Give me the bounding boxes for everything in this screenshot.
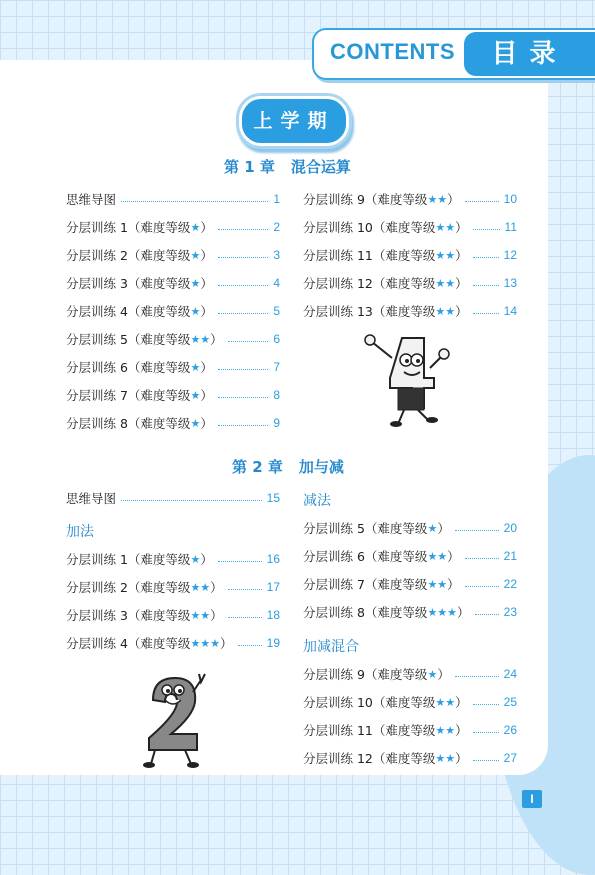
leader-dots <box>473 284 499 286</box>
difficulty-stars: ★★★ <box>190 636 221 650</box>
toc-entry-paren: ） <box>455 248 468 263</box>
leader-dots <box>228 588 262 590</box>
toc-entry-paren: ） <box>455 276 468 291</box>
leader-dots <box>465 200 499 202</box>
toc-entry-label: 分层训练 7（难度等级 <box>66 388 191 403</box>
toc-entry-paren: ） <box>200 220 213 235</box>
toc-entry-paren: ） <box>210 332 223 347</box>
toc-entry-paren: ） <box>455 304 468 319</box>
toc-entry-paren: ） <box>447 577 460 592</box>
toc-entry[interactable] <box>303 722 517 738</box>
difficulty-stars: ★★ <box>435 723 456 737</box>
toc-entry[interactable] <box>303 191 517 207</box>
toc-page-number: 2 <box>273 220 280 234</box>
toc-entry[interactable] <box>303 548 517 564</box>
toc-entry[interactable] <box>66 275 280 291</box>
toc-page-number: 18 <box>266 608 280 622</box>
chapter-1-title <box>224 156 351 177</box>
page-number: I <box>522 790 542 808</box>
difficulty-stars: ★★ <box>427 192 448 206</box>
leader-dots <box>228 340 269 342</box>
toc-entry[interactable] <box>303 219 517 235</box>
toc-page-number: 14 <box>503 304 517 318</box>
leader-dots <box>465 585 499 587</box>
chapter-2-title <box>232 456 344 477</box>
toc-entry[interactable] <box>66 219 280 235</box>
toc-entry-label: 分层训练 4（难度等级 <box>66 636 191 651</box>
leader-dots <box>218 256 268 258</box>
toc-entry-paren: ） <box>200 304 213 319</box>
toc-entry-label: 分层训练 8（难度等级 <box>66 416 191 431</box>
toc-entry-label: 分层训练 2（难度等级 <box>66 580 191 595</box>
toc-entry[interactable] <box>66 551 280 567</box>
toc-entry-label: 分层训练 12（难度等级 <box>303 276 436 291</box>
leader-dots <box>455 529 499 531</box>
leader-dots <box>455 675 499 677</box>
toc-entry-paren: ） <box>437 667 450 682</box>
toc-entry[interactable] <box>303 666 517 682</box>
difficulty-stars: ★ <box>190 416 201 430</box>
toc-entry[interactable] <box>66 331 280 347</box>
toc-entry-paren: ） <box>200 276 213 291</box>
leader-dots <box>218 284 268 286</box>
toc-entry-label: 分层训练 6（难度等级 <box>303 549 428 564</box>
toc-entry[interactable] <box>303 247 517 263</box>
difficulty-stars: ★★ <box>435 304 456 318</box>
leader-dots <box>473 759 499 761</box>
toc-entry-label: 分层训练 2（难度等级 <box>66 248 191 263</box>
toc-page-number: 9 <box>273 416 280 430</box>
toc-entry[interactable] <box>303 275 517 291</box>
toc-entry-paren: ） <box>200 360 213 375</box>
toc-entry-label: 分层训练 5（难度等级 <box>66 332 191 347</box>
toc-entry-paren: ） <box>210 580 223 595</box>
difficulty-stars: ★★ <box>427 577 448 591</box>
leader-dots <box>475 613 499 615</box>
difficulty-stars: ★ <box>190 276 201 290</box>
toc-page-number: 20 <box>503 521 517 535</box>
toc-entry-paren: ） <box>200 248 213 263</box>
difficulty-stars: ★ <box>190 304 201 318</box>
toc-entry-label: 分层训练 5（难度等级 <box>303 521 428 536</box>
leader-dots <box>465 557 499 559</box>
toc-page-number: 27 <box>503 751 517 765</box>
toc-page-number: 21 <box>503 549 517 563</box>
difficulty-stars: ★ <box>190 220 201 234</box>
leader-dots <box>228 616 262 618</box>
leader-dots <box>473 256 499 258</box>
toc-page-number: 13 <box>503 276 517 290</box>
difficulty-stars: ★★ <box>427 549 448 563</box>
toc-entry[interactable] <box>66 303 280 319</box>
difficulty-stars: ★ <box>190 248 201 262</box>
toc-entry-label: 思维导图 <box>66 491 117 506</box>
leader-dots <box>473 731 499 733</box>
toc-entry[interactable] <box>303 520 517 536</box>
section-add-label: 加法 <box>66 524 94 540</box>
number-2-mascot-figure <box>135 670 215 770</box>
toc-entry-label: 分层训练 9（难度等级 <box>303 192 428 207</box>
leader-dots <box>218 312 268 314</box>
section-mixed-label: 加减混合 <box>303 639 359 655</box>
toc-page-number: 8 <box>273 388 280 402</box>
toc-page-number: 17 <box>266 580 280 594</box>
toc-entry-label: 分层训练 1（难度等级 <box>66 552 191 567</box>
toc-entry[interactable] <box>66 635 280 651</box>
toc-entry-label: 分层训练 7（难度等级 <box>303 577 428 592</box>
toc-entry[interactable] <box>66 415 280 431</box>
toc-page-number: 15 <box>266 491 280 505</box>
toc-entry-paren: ） <box>200 416 213 431</box>
toc-page-number: 24 <box>503 667 517 681</box>
toc-entry-paren: ） <box>447 549 460 564</box>
toc-entry-label: 分层训练 3（难度等级 <box>66 608 191 623</box>
difficulty-stars: ★★ <box>190 608 211 622</box>
toc-page-number: 16 <box>266 552 280 566</box>
toc-entry-paren: ） <box>457 605 470 620</box>
toc-page-number: 12 <box>503 248 517 262</box>
toc-page-number: 11 <box>504 220 517 234</box>
toc-entry-label: 思维导图 <box>66 192 117 207</box>
toc-entry-label: 分层训练 10（难度等级 <box>303 220 436 235</box>
contents-title-cn: 目录 <box>464 32 595 76</box>
toc-entry-label: 分层训练 11（难度等级 <box>303 723 436 738</box>
difficulty-stars: ★ <box>190 388 201 402</box>
toc-entry-label: 分层训练 10（难度等级 <box>303 695 436 710</box>
toc-page-number: 23 <box>503 605 517 619</box>
toc-page-number: 3 <box>273 248 280 262</box>
leader-dots <box>473 228 500 230</box>
difficulty-stars: ★★ <box>435 276 456 290</box>
toc-entry[interactable] <box>66 490 280 506</box>
toc-entry[interactable] <box>66 607 280 623</box>
chapter-2-number: 第 2 章 <box>232 458 283 476</box>
difficulty-stars: ★★ <box>190 332 211 346</box>
difficulty-stars: ★★ <box>435 220 456 234</box>
toc-entry-label: 分层训练 12（难度等级 <box>303 751 436 766</box>
toc-entry-label: 分层训练 1（难度等级 <box>66 220 191 235</box>
toc-entry[interactable] <box>303 303 517 319</box>
toc-entry[interactable] <box>66 359 280 375</box>
toc-entry[interactable] <box>66 247 280 263</box>
toc-entry-label: 分层训练 3（难度等级 <box>66 276 191 291</box>
leader-dots <box>121 200 268 202</box>
toc-entry[interactable] <box>66 387 280 403</box>
chapter-1-number: 第 1 章 <box>224 158 275 176</box>
leader-dots <box>218 396 268 398</box>
chapter-1-name: 混合运算 <box>290 158 351 176</box>
chapter-2-name: 加与减 <box>298 458 344 476</box>
toc-page-number: 26 <box>503 723 517 737</box>
section-sub-label: 减法 <box>303 493 331 509</box>
leader-dots <box>473 703 499 705</box>
toc-page-number: 4 <box>273 276 280 290</box>
toc-entry-paren: ） <box>455 220 468 235</box>
toc-page-number: 7 <box>273 360 280 374</box>
toc-entry-paren: ） <box>210 608 223 623</box>
toc-entry-paren: ） <box>200 552 213 567</box>
leader-dots <box>121 499 262 501</box>
toc-page-number: 22 <box>503 577 517 591</box>
difficulty-stars: ★★★ <box>427 605 458 619</box>
difficulty-stars: ★★ <box>435 751 456 765</box>
toc-entry-label: 分层训练 6（难度等级 <box>66 360 191 375</box>
toc-page-number: 10 <box>503 192 517 206</box>
toc-entry-paren: ） <box>437 521 450 536</box>
leader-dots <box>238 644 262 646</box>
toc-entry-paren: ） <box>200 388 213 403</box>
toc-entry[interactable] <box>303 694 517 710</box>
difficulty-stars: ★ <box>427 667 438 681</box>
toc-entry-label: 分层训练 11（难度等级 <box>303 248 436 263</box>
toc-entry[interactable] <box>66 191 280 207</box>
toc-entry-label: 分层训练 4（难度等级 <box>66 304 191 319</box>
toc-entry[interactable] <box>303 750 517 766</box>
leader-dots <box>218 368 268 370</box>
toc-entry-label: 分层训练 8（难度等级 <box>303 605 428 620</box>
toc-entry[interactable] <box>66 579 280 595</box>
leader-dots <box>218 228 268 230</box>
toc-entry-paren: ） <box>455 751 468 766</box>
leader-dots <box>218 424 268 426</box>
difficulty-stars: ★★ <box>435 695 456 709</box>
difficulty-stars: ★ <box>190 360 201 374</box>
toc-entry-label: 分层训练 9（难度等级 <box>303 667 428 682</box>
toc-entry-label: 分层训练 13（难度等级 <box>303 304 436 319</box>
contents-title-en: CONTENTS <box>330 39 455 64</box>
toc-page-number: 25 <box>503 695 517 709</box>
leader-dots <box>473 312 499 314</box>
toc-entry-paren: ） <box>220 636 233 651</box>
toc-page-number: 1 <box>273 192 280 206</box>
term-badge: 上学期 <box>239 96 349 146</box>
toc-entry-paren: ） <box>447 192 460 207</box>
difficulty-stars: ★ <box>427 521 438 535</box>
difficulty-stars: ★★ <box>190 580 211 594</box>
number-4-mascot-figure <box>362 328 454 428</box>
toc-entry[interactable] <box>303 604 517 620</box>
toc-entry-paren: ） <box>455 695 468 710</box>
leader-dots <box>218 560 262 562</box>
toc-page-number: 19 <box>266 636 280 650</box>
difficulty-stars: ★ <box>190 552 201 566</box>
difficulty-stars: ★★ <box>435 248 456 262</box>
toc-entry-paren: ） <box>455 723 468 738</box>
toc-entry[interactable] <box>303 576 517 592</box>
toc-page-number: 5 <box>273 304 280 318</box>
toc-page-number: 6 <box>273 332 280 346</box>
